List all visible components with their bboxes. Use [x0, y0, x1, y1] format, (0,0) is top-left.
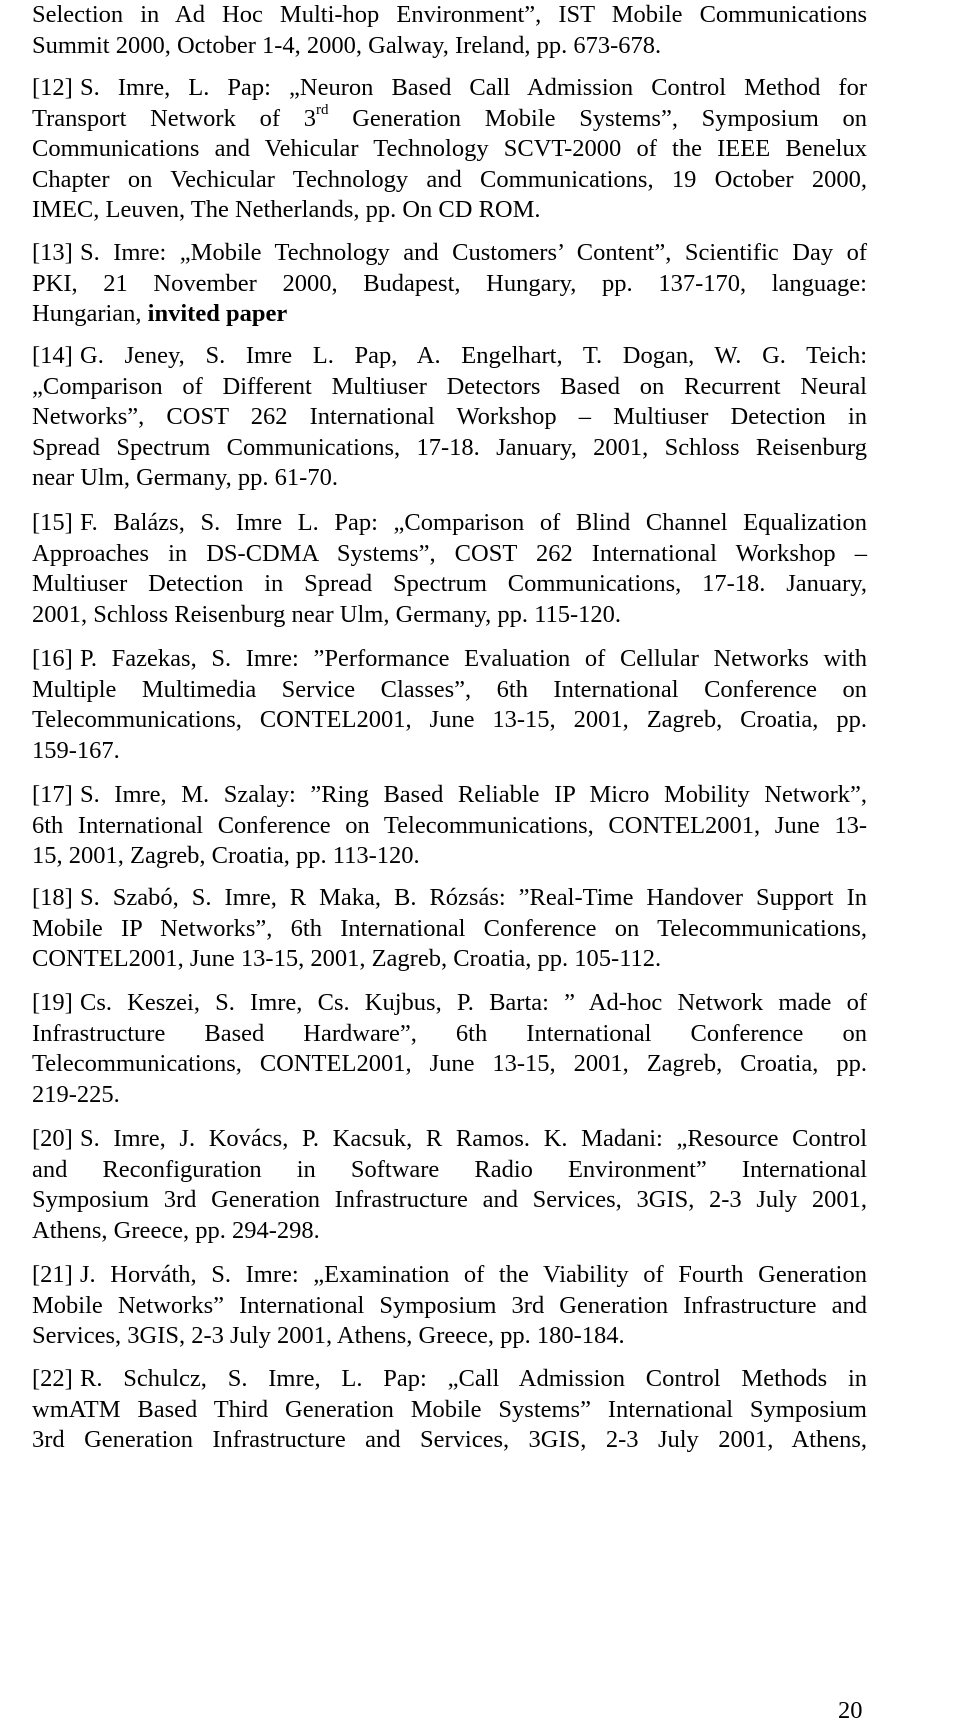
text-line: 15, 2001, Zagreb, Croatia, pp. 113-120.	[32, 842, 420, 869]
text-line: IMEC, Leuven, The Netherlands, pp. On CD ROM.	[32, 196, 541, 223]
text-line: Multiuser Detection in Spread Spectrum Communications, 17-18. January,	[32, 570, 867, 597]
text-line: near Ulm, Germany, pp. 61-70.	[32, 464, 338, 491]
text-line	[32, 1124, 867, 1155]
reference-text: Transport Network of 3	[32, 104, 316, 132]
text-line: „Comparison of Different Multiuser Detectors Based on Recurrent Neural	[32, 372, 867, 400]
text-line: Telecommunications, CONTEL2001, June 13-15, 2001, Zagreb, Croatia, pp.	[32, 1050, 867, 1077]
text-line	[32, 883, 867, 914]
reference-text: P. Fazekas, S. Imre: ”Performance Evaluation of Cellular Networks with	[80, 645, 867, 672]
superscript: rd	[315, 102, 329, 119]
reference-14	[32, 341, 867, 494]
reference-number: [17]	[32, 781, 73, 808]
reference-number: [19]	[32, 989, 73, 1016]
reference-text: R. Schulcz, S. Imre, L. Pap: „Call Admission Control Methods in	[80, 1365, 867, 1392]
reference-text: S. Imre, M. Szalay: ”Ring Based Reliable IP Micro Mobility Network”,	[80, 781, 867, 808]
reference-text: G. Jeney, S. Imre L. Pap, A. Engelhart, T. Dogan, W. G. Teich:	[80, 342, 867, 369]
text-line	[32, 299, 867, 330]
text-line: Mobile IP Networks”, 6th International Conference on Telecommunications,	[32, 914, 867, 942]
reference-12	[32, 73, 867, 226]
reference-number: [13]	[32, 239, 73, 266]
reference-17	[32, 780, 867, 872]
text-line: Networks”, COST 262 International Workshop – Multiuser Detection in	[32, 403, 867, 430]
reference-20	[32, 1124, 867, 1246]
text-line: 6th International Conference on Telecommunications, CONTEL2001, June 13-	[32, 811, 867, 839]
reference-number: [18]	[32, 884, 73, 911]
reference-number: [15]	[32, 509, 73, 536]
text-line: Services, 3GIS, 2-3 July 2001, Athens, Greece, pp. 180-184.	[32, 1322, 625, 1349]
reference-19	[32, 988, 867, 1110]
text-line: Infrastructure Based Hardware”, 6th International Conference on	[32, 1019, 867, 1047]
reference-number: [14]	[32, 342, 73, 369]
text-line	[32, 104, 867, 135]
reference-16	[32, 644, 867, 766]
reference-18	[32, 883, 867, 975]
reference-text: Hungarian,	[32, 300, 148, 327]
text-line	[32, 238, 867, 269]
reference-22	[32, 1364, 867, 1456]
text-line	[32, 644, 867, 675]
text-line	[32, 73, 867, 104]
text-line: Communications and Vehicular Technology SCVT-2000 of the IEEE Benelux	[32, 135, 867, 162]
reference-text: S. Imre, J. Kovács, P. Kacsuk, R Ramos. K. Madani: „Resource Control	[80, 1125, 867, 1152]
text-line: Mobile Networks” International Symposium 3rd Generation Infrastructure and	[32, 1291, 867, 1319]
text-line: Selection in Ad Hoc Multi-hop Environment”, IST Mobile Communications	[32, 1, 867, 28]
text-line: Athens, Greece, pp. 294-298.	[32, 1216, 320, 1244]
text-line	[32, 341, 867, 372]
text-line	[32, 508, 867, 539]
text-line	[32, 1364, 867, 1395]
emphasis-text: invited paper	[147, 300, 288, 327]
text-line: CONTEL2001, June 13-15, 2001, Zagreb, Croatia, pp. 105-112.	[32, 945, 662, 972]
reference-text: J. Horváth, S. Imre: „Examination of the Viability of Fourth Generation	[80, 1261, 867, 1288]
reference-number: [16]	[32, 645, 73, 672]
reference-text: S. Imre, L. Pap: „Neuron Based Call Admission Control Method for	[80, 74, 867, 101]
text-line: 219-225.	[32, 1080, 120, 1108]
reference-21	[32, 1260, 867, 1352]
text-line: Spread Spectrum Communications, 17-18. January, 2001, Schloss Reisenburg	[32, 433, 867, 461]
text-line: PKI, 21 November 2000, Budapest, Hungary, pp. 137-170, language:	[32, 269, 867, 297]
text-line: and Reconfiguration in Software Radio Environment” International	[32, 1155, 867, 1183]
reference-number: [12]	[32, 74, 73, 101]
reference-15	[32, 508, 867, 630]
reference-text: Generation Mobile Systems”, Symposium on	[328, 104, 867, 132]
text-line	[32, 780, 867, 811]
text-line: Symposium 3rd Generation Infrastructure and Services, 3GIS, 2-3 July 2001,	[32, 1186, 867, 1213]
text-line: 159-167.	[32, 736, 120, 764]
reference-text: S. Szabó, S. Imre, R Maka, B. Rózsás: ”Real-Time Handover Support In	[80, 884, 867, 911]
reference-text: F. Balázs, S. Imre L. Pap: „Comparison of Blind Channel Equalization	[80, 509, 867, 536]
reference-number: [20]	[32, 1125, 73, 1152]
text-line: Telecommunications, CONTEL2001, June 13-15, 2001, Zagreb, Croatia, pp.	[32, 706, 867, 733]
reference-number: [22]	[32, 1365, 73, 1392]
text-line: Multiple Multimedia Service Classes”, 6th International Conference on	[32, 675, 867, 703]
reference-13	[32, 238, 867, 330]
page-number: 20	[838, 1697, 863, 1724]
text-line: 3rd Generation Infrastructure and Services, 3GIS, 2-3 July 2001, Athens,	[32, 1426, 867, 1453]
text-line: Summit 2000, October 1-4, 2000, Galway, Ireland, pp. 673-678.	[32, 31, 662, 59]
text-line: 2001, Schloss Reisenburg near Ulm, Germany, pp. 115-120.	[32, 600, 622, 628]
reference-continuation	[32, 0, 867, 61]
text-line: Chapter on Vechicular Technology and Communications, 19 October 2000,	[32, 165, 867, 193]
text-line	[32, 988, 867, 1019]
reference-text: Cs. Keszei, S. Imre, Cs. Kujbus, P. Barta: ” Ad-hoc Network made of	[80, 989, 867, 1016]
text-line: Approaches in DS-CDMA Systems”, COST 262 International Workshop –	[32, 539, 867, 567]
reference-text: S. Imre: „Mobile Technology and Customers’ Content”, Scientific Day of	[80, 239, 867, 266]
reference-number: [21]	[32, 1261, 73, 1288]
text-line: wmATM Based Third Generation Mobile Systems” International Symposium	[32, 1395, 867, 1423]
text-line	[32, 1260, 867, 1291]
